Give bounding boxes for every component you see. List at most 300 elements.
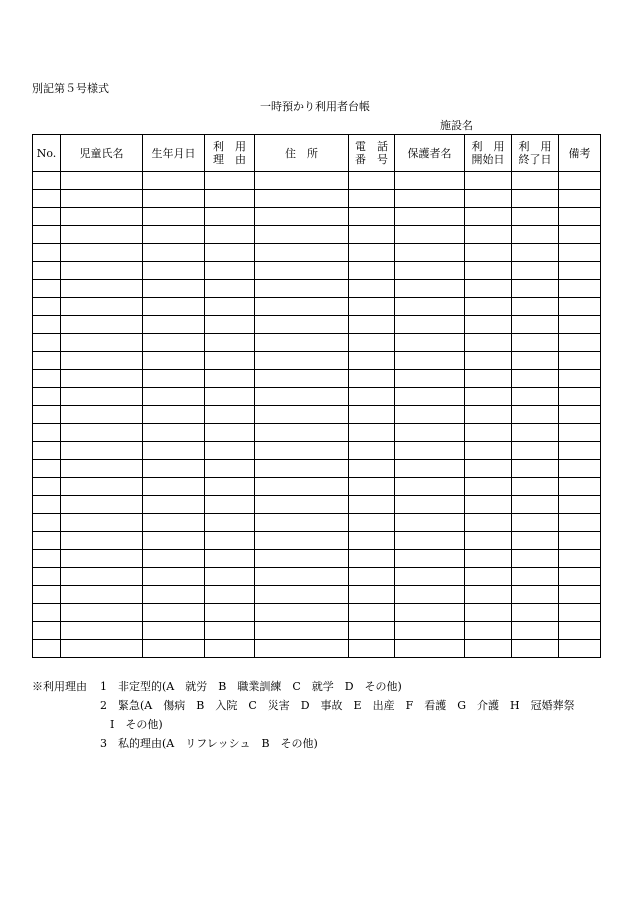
table-cell[interactable] — [349, 190, 395, 208]
table-cell[interactable] — [395, 478, 465, 496]
table-cell[interactable] — [61, 208, 143, 226]
table-cell[interactable] — [255, 460, 349, 478]
table-cell[interactable] — [395, 244, 465, 262]
table-cell[interactable] — [33, 388, 61, 406]
table-cell[interactable] — [255, 424, 349, 442]
table-cell[interactable] — [33, 208, 61, 226]
table-cell[interactable] — [255, 226, 349, 244]
table-cell[interactable] — [512, 424, 559, 442]
table-cell[interactable] — [395, 496, 465, 514]
table-cell[interactable] — [395, 298, 465, 316]
table-cell[interactable] — [559, 334, 601, 352]
table-cell[interactable] — [33, 244, 61, 262]
table-cell[interactable] — [205, 334, 255, 352]
table-cell[interactable] — [61, 388, 143, 406]
table-cell[interactable] — [143, 208, 205, 226]
table-cell[interactable] — [559, 514, 601, 532]
table-cell[interactable] — [512, 496, 559, 514]
table-cell[interactable] — [512, 514, 559, 532]
table-cell[interactable] — [205, 262, 255, 280]
table-cell[interactable] — [395, 568, 465, 586]
table-cell[interactable] — [61, 478, 143, 496]
table-cell[interactable] — [349, 640, 395, 658]
table-cell[interactable] — [512, 604, 559, 622]
table-cell[interactable] — [465, 244, 512, 262]
header-address: 住 所 — [255, 135, 349, 172]
table-cell[interactable] — [33, 604, 61, 622]
table-cell[interactable] — [255, 280, 349, 298]
table-cell[interactable] — [61, 460, 143, 478]
table-cell[interactable] — [255, 622, 349, 640]
table-cell[interactable] — [143, 586, 205, 604]
table-cell[interactable] — [512, 568, 559, 586]
table-cell[interactable] — [349, 532, 395, 550]
table-cell[interactable] — [33, 280, 61, 298]
table-cell[interactable] — [205, 568, 255, 586]
table-cell[interactable] — [395, 226, 465, 244]
table-cell[interactable] — [255, 532, 349, 550]
table-cell[interactable] — [465, 352, 512, 370]
note-text-continued: I その他) — [110, 718, 163, 731]
table-cell[interactable] — [395, 370, 465, 388]
table-cell[interactable] — [465, 316, 512, 334]
table-cell[interactable] — [205, 352, 255, 370]
table-cell[interactable] — [205, 640, 255, 658]
table-cell[interactable] — [349, 514, 395, 532]
table-cell[interactable] — [61, 334, 143, 352]
table-cell[interactable] — [512, 478, 559, 496]
table-cell[interactable] — [395, 190, 465, 208]
table-cell[interactable] — [33, 424, 61, 442]
table-cell[interactable] — [512, 442, 559, 460]
table-cell[interactable] — [512, 208, 559, 226]
table-cell[interactable] — [395, 640, 465, 658]
table-cell[interactable] — [61, 172, 143, 190]
user-ledger-table — [32, 134, 601, 658]
table-cell[interactable] — [395, 550, 465, 568]
table-cell[interactable] — [143, 514, 205, 532]
table-cell[interactable] — [205, 514, 255, 532]
table-cell[interactable] — [512, 370, 559, 388]
table-cell[interactable] — [143, 190, 205, 208]
table-cell[interactable] — [512, 388, 559, 406]
table-cell[interactable] — [255, 244, 349, 262]
table-cell[interactable] — [395, 424, 465, 442]
table-cell[interactable] — [465, 226, 512, 244]
table-cell[interactable] — [205, 316, 255, 334]
table-cell[interactable] — [61, 442, 143, 460]
table-cell[interactable] — [143, 622, 205, 640]
table-cell[interactable] — [349, 622, 395, 640]
table-cell[interactable] — [205, 208, 255, 226]
table-cell[interactable] — [143, 352, 205, 370]
table-cell[interactable] — [61, 496, 143, 514]
table-cell[interactable] — [33, 622, 61, 640]
table-cell[interactable] — [61, 406, 143, 424]
notes-heading: ※利用理由 — [32, 680, 87, 693]
table-cell[interactable] — [61, 550, 143, 568]
table-cell[interactable] — [465, 532, 512, 550]
table-cell[interactable] — [205, 406, 255, 424]
table-cell[interactable] — [255, 640, 349, 658]
table-cell[interactable] — [205, 550, 255, 568]
table-cell[interactable] — [205, 172, 255, 190]
table-cell[interactable] — [512, 190, 559, 208]
table-cell[interactable] — [61, 190, 143, 208]
table-cell[interactable] — [143, 334, 205, 352]
table-cell[interactable] — [512, 352, 559, 370]
table-cell[interactable] — [143, 496, 205, 514]
table-row — [33, 622, 601, 640]
table-cell[interactable] — [61, 298, 143, 316]
table-cell[interactable] — [349, 352, 395, 370]
table-cell[interactable] — [349, 604, 395, 622]
table-cell[interactable] — [512, 406, 559, 424]
table-row — [33, 334, 601, 352]
table-cell[interactable] — [559, 316, 601, 334]
table-row — [33, 316, 601, 334]
table-row — [33, 406, 601, 424]
table-cell[interactable] — [143, 406, 205, 424]
table-cell[interactable] — [559, 262, 601, 280]
table-row — [33, 262, 601, 280]
table-cell[interactable] — [465, 640, 512, 658]
table-cell[interactable] — [465, 568, 512, 586]
table-cell[interactable] — [143, 442, 205, 460]
table-cell[interactable] — [465, 496, 512, 514]
table-cell[interactable] — [205, 388, 255, 406]
table-cell[interactable] — [559, 460, 601, 478]
table-cell[interactable] — [349, 172, 395, 190]
table-row — [33, 370, 601, 388]
table-cell[interactable] — [465, 172, 512, 190]
table-cell[interactable] — [395, 406, 465, 424]
table-cell[interactable] — [349, 388, 395, 406]
table-cell[interactable] — [395, 172, 465, 190]
table-cell[interactable] — [465, 298, 512, 316]
table-cell[interactable] — [205, 442, 255, 460]
table-cell[interactable] — [512, 586, 559, 604]
table-cell[interactable] — [512, 532, 559, 550]
table-cell[interactable] — [465, 406, 512, 424]
table-cell[interactable] — [61, 514, 143, 532]
table-cell[interactable] — [349, 370, 395, 388]
table-cell[interactable] — [205, 298, 255, 316]
table-cell[interactable] — [395, 442, 465, 460]
table-cell[interactable] — [395, 604, 465, 622]
table-cell[interactable] — [559, 604, 601, 622]
usage-reason-notes — [32, 681, 575, 757]
table-cell[interactable] — [205, 586, 255, 604]
table-cell[interactable] — [465, 280, 512, 298]
table-cell[interactable] — [33, 190, 61, 208]
table-cell[interactable] — [143, 172, 205, 190]
table-cell[interactable] — [61, 586, 143, 604]
table-cell[interactable] — [559, 370, 601, 388]
table-cell[interactable] — [143, 478, 205, 496]
table-cell[interactable] — [143, 244, 205, 262]
table-cell[interactable] — [143, 370, 205, 388]
table-cell[interactable] — [33, 226, 61, 244]
table-cell[interactable] — [143, 640, 205, 658]
table-cell[interactable] — [349, 334, 395, 352]
table-cell[interactable] — [395, 316, 465, 334]
table-row — [33, 568, 601, 586]
table-cell[interactable] — [395, 514, 465, 532]
table-cell[interactable] — [465, 604, 512, 622]
table-cell[interactable] — [559, 478, 601, 496]
table-cell[interactable] — [512, 226, 559, 244]
table-cell[interactable] — [255, 334, 349, 352]
table-cell[interactable] — [465, 424, 512, 442]
table-cell[interactable] — [61, 244, 143, 262]
table-row — [33, 226, 601, 244]
table-cell[interactable] — [465, 622, 512, 640]
table-cell[interactable] — [61, 532, 143, 550]
table-cell[interactable] — [465, 550, 512, 568]
table-cell[interactable] — [61, 226, 143, 244]
table-cell[interactable] — [465, 586, 512, 604]
table-row — [33, 172, 601, 190]
table-cell[interactable] — [255, 568, 349, 586]
table-cell[interactable] — [33, 370, 61, 388]
table-cell[interactable] — [61, 604, 143, 622]
table-cell[interactable] — [61, 262, 143, 280]
table-cell[interactable] — [61, 424, 143, 442]
table-cell[interactable] — [143, 460, 205, 478]
table-cell[interactable] — [33, 568, 61, 586]
table-cell[interactable] — [143, 226, 205, 244]
table-cell[interactable] — [559, 190, 601, 208]
table-cell[interactable] — [205, 424, 255, 442]
table-cell[interactable] — [465, 388, 512, 406]
table-cell[interactable] — [143, 550, 205, 568]
table-cell[interactable] — [205, 622, 255, 640]
table-cell[interactable] — [61, 352, 143, 370]
table-cell[interactable] — [559, 640, 601, 658]
table-cell[interactable] — [33, 640, 61, 658]
table-cell[interactable] — [559, 424, 601, 442]
table-cell[interactable] — [255, 370, 349, 388]
table-cell[interactable] — [33, 550, 61, 568]
table-cell[interactable] — [143, 568, 205, 586]
table-cell[interactable] — [349, 586, 395, 604]
table-cell[interactable] — [465, 442, 512, 460]
table-cell[interactable] — [255, 406, 349, 424]
table-cell[interactable] — [512, 280, 559, 298]
table-cell[interactable] — [33, 352, 61, 370]
table-row — [33, 424, 601, 442]
table-cell[interactable] — [559, 244, 601, 262]
table-cell[interactable] — [559, 496, 601, 514]
table-cell[interactable] — [255, 208, 349, 226]
table-cell[interactable] — [255, 172, 349, 190]
table-cell[interactable] — [349, 442, 395, 460]
table-cell[interactable] — [33, 406, 61, 424]
table-cell[interactable] — [143, 604, 205, 622]
table-cell[interactable] — [255, 352, 349, 370]
table-cell[interactable] — [395, 262, 465, 280]
table-cell[interactable] — [465, 190, 512, 208]
table-cell[interactable] — [205, 244, 255, 262]
table-cell[interactable] — [205, 604, 255, 622]
table-cell[interactable] — [395, 532, 465, 550]
table-cell[interactable] — [559, 550, 601, 568]
table-row — [33, 550, 601, 568]
table-cell[interactable] — [395, 388, 465, 406]
table-cell[interactable] — [205, 532, 255, 550]
table-cell[interactable] — [33, 514, 61, 532]
table-cell[interactable] — [512, 316, 559, 334]
note-line-2-continued — [32, 719, 575, 738]
table-cell[interactable] — [255, 604, 349, 622]
table-cell[interactable] — [33, 298, 61, 316]
table-cell[interactable] — [205, 478, 255, 496]
table-cell[interactable] — [512, 550, 559, 568]
table-cell[interactable] — [61, 316, 143, 334]
table-cell[interactable] — [465, 334, 512, 352]
table-cell[interactable] — [349, 262, 395, 280]
table-cell[interactable] — [349, 280, 395, 298]
table-cell[interactable] — [559, 226, 601, 244]
table-cell[interactable] — [143, 532, 205, 550]
table-cell[interactable] — [395, 334, 465, 352]
table-cell[interactable] — [465, 262, 512, 280]
table-cell[interactable] — [559, 442, 601, 460]
table-cell[interactable] — [33, 460, 61, 478]
table-cell[interactable] — [255, 496, 349, 514]
table-cell[interactable] — [205, 496, 255, 514]
table-cell[interactable] — [349, 568, 395, 586]
table-cell[interactable] — [205, 226, 255, 244]
table-cell[interactable] — [512, 262, 559, 280]
table-cell[interactable] — [559, 172, 601, 190]
table-cell[interactable] — [143, 388, 205, 406]
table-cell[interactable] — [465, 478, 512, 496]
table-row — [33, 280, 601, 298]
table-cell[interactable] — [559, 388, 601, 406]
table-cell[interactable] — [143, 298, 205, 316]
table-cell[interactable] — [465, 460, 512, 478]
note-number: 2 — [100, 699, 107, 712]
header-guardian-name: 保護者名 — [395, 135, 465, 172]
table-cell[interactable] — [349, 496, 395, 514]
table-cell[interactable] — [465, 370, 512, 388]
table-cell[interactable] — [143, 262, 205, 280]
header-end-date: 利 用 終了日 — [512, 135, 559, 172]
table-cell[interactable] — [559, 208, 601, 226]
table-cell[interactable] — [205, 280, 255, 298]
table-cell[interactable] — [255, 262, 349, 280]
table-cell[interactable] — [255, 478, 349, 496]
table-cell[interactable] — [33, 262, 61, 280]
table-cell[interactable] — [349, 424, 395, 442]
table-cell[interactable] — [465, 514, 512, 532]
table-cell[interactable] — [143, 280, 205, 298]
table-cell[interactable] — [559, 280, 601, 298]
header-no: No. — [33, 135, 61, 172]
table-cell[interactable] — [559, 352, 601, 370]
table-cell[interactable] — [559, 298, 601, 316]
table-cell[interactable] — [395, 622, 465, 640]
table-cell[interactable] — [559, 406, 601, 424]
table-cell[interactable] — [395, 352, 465, 370]
table-cell[interactable] — [255, 550, 349, 568]
table-cell[interactable] — [349, 460, 395, 478]
table-cell[interactable] — [512, 622, 559, 640]
table-cell[interactable] — [33, 172, 61, 190]
table-cell[interactable] — [512, 334, 559, 352]
table-cell[interactable] — [33, 532, 61, 550]
table-cell[interactable] — [395, 586, 465, 604]
table-cell[interactable] — [255, 298, 349, 316]
table-cell[interactable] — [349, 316, 395, 334]
table-cell[interactable] — [255, 586, 349, 604]
note-text: 緊急(A 傷病 B 入院 C 災害 D 事故 E 出産 F 看護 G 介護 H 冠婚葬祭 — [118, 699, 575, 712]
table-cell[interactable] — [61, 640, 143, 658]
table-cell[interactable] — [205, 190, 255, 208]
table-cell[interactable] — [255, 190, 349, 208]
table-cell[interactable] — [143, 424, 205, 442]
table-cell[interactable] — [559, 532, 601, 550]
table-cell[interactable] — [395, 208, 465, 226]
table-row — [33, 586, 601, 604]
header-child-name: 児童氏名 — [61, 135, 143, 172]
table-cell[interactable] — [33, 334, 61, 352]
table-cell[interactable] — [33, 478, 61, 496]
table-cell[interactable] — [512, 244, 559, 262]
table-cell[interactable] — [512, 298, 559, 316]
table-cell[interactable] — [61, 370, 143, 388]
table-cell[interactable] — [61, 280, 143, 298]
table-cell[interactable] — [512, 460, 559, 478]
table-cell[interactable] — [205, 370, 255, 388]
table-cell[interactable] — [349, 550, 395, 568]
table-cell[interactable] — [255, 316, 349, 334]
table-cell[interactable] — [255, 388, 349, 406]
table-cell[interactable] — [61, 622, 143, 640]
table-cell[interactable] — [349, 208, 395, 226]
table-cell[interactable] — [61, 568, 143, 586]
table-cell[interactable] — [349, 226, 395, 244]
table-cell[interactable] — [33, 442, 61, 460]
table-cell[interactable] — [512, 172, 559, 190]
table-cell[interactable] — [33, 586, 61, 604]
table-body — [33, 172, 601, 658]
table-cell[interactable] — [349, 406, 395, 424]
table-cell[interactable] — [349, 244, 395, 262]
table-cell[interactable] — [395, 460, 465, 478]
table-cell[interactable] — [559, 622, 601, 640]
table-cell[interactable] — [205, 460, 255, 478]
table-cell[interactable] — [255, 442, 349, 460]
table-header-row — [33, 135, 601, 172]
table-cell[interactable] — [559, 568, 601, 586]
table-cell[interactable] — [33, 496, 61, 514]
table-cell[interactable] — [255, 514, 349, 532]
table-cell[interactable] — [559, 586, 601, 604]
table-cell[interactable] — [33, 316, 61, 334]
header-remarks: 備考 — [559, 135, 601, 172]
table-cell[interactable] — [395, 280, 465, 298]
table-cell[interactable] — [512, 640, 559, 658]
table-cell[interactable] — [349, 478, 395, 496]
table-row — [33, 244, 601, 262]
table-cell[interactable] — [143, 316, 205, 334]
table-cell[interactable] — [465, 208, 512, 226]
note-text: 私的理由(A リフレッシュ B その他) — [118, 737, 318, 750]
table-cell[interactable] — [349, 298, 395, 316]
